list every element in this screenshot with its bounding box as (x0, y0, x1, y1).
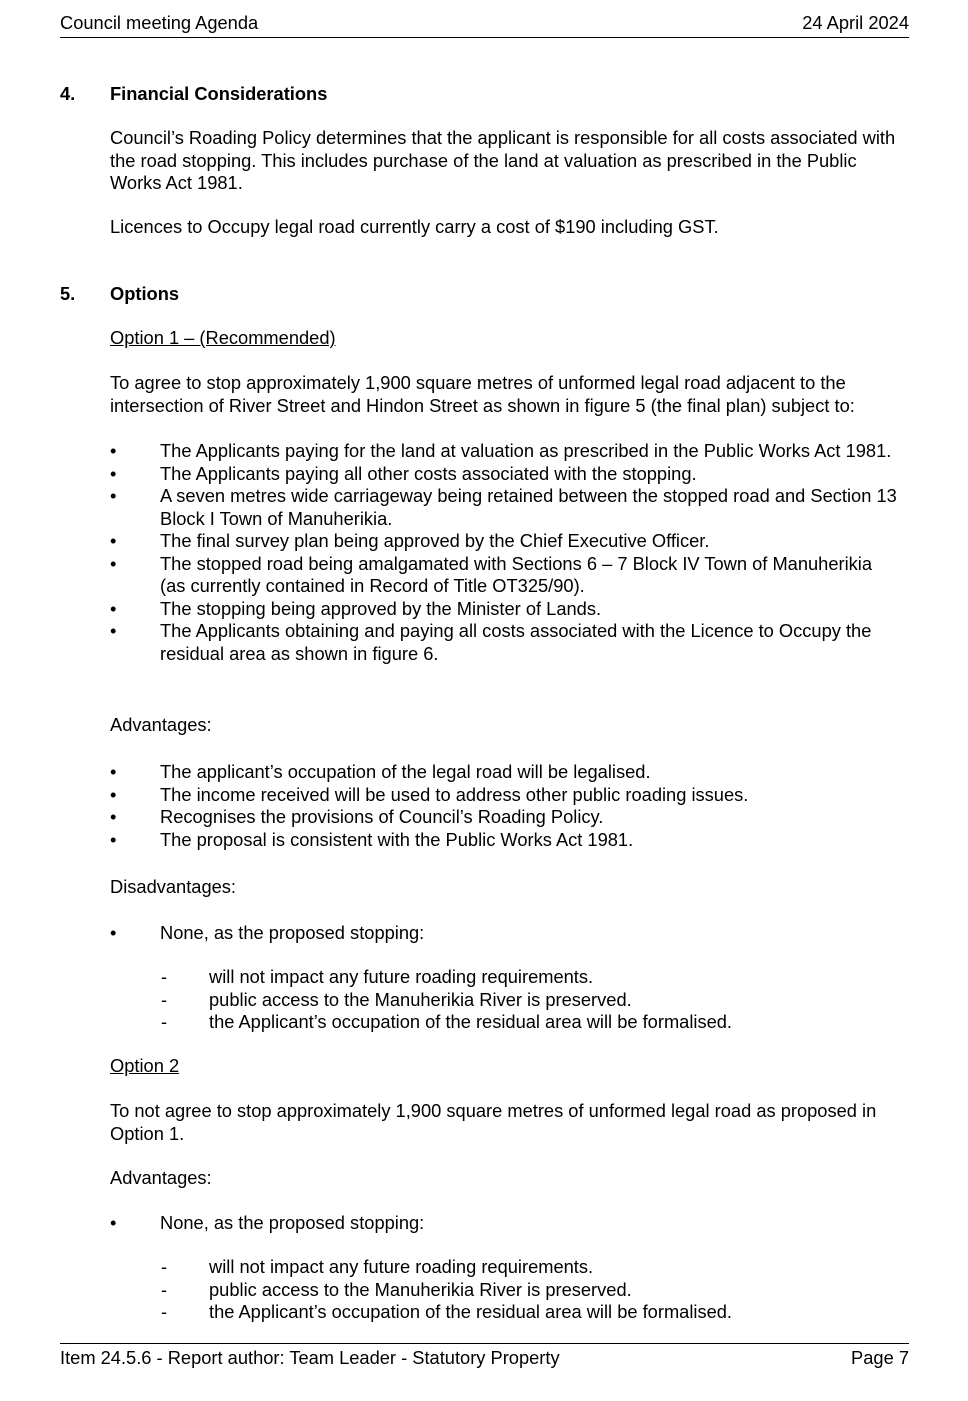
list-item: • The final survey plan being approved by the Chief Executive Officer. (110, 530, 900, 553)
list-item: • The Applicants obtaining and paying all costs associated with the Licence to Occupy the residual area as shown in figure 6. (110, 620, 900, 665)
option-1-disadvantages-list (110, 922, 900, 945)
footer-item: Item 24.5.6 - Report author: Team Leader - Statutory Property (60, 1347, 560, 1368)
option-1-disadvantage-details (160, 966, 900, 1034)
option-1-conditions-list (110, 440, 900, 665)
list-item: - will not impact any future roading requirements. (160, 966, 900, 989)
section-4-paragraph-2: Licences to Occupy legal road currently carry a cost of $190 including GST. (110, 216, 719, 237)
option-2-title (110, 1055, 910, 1078)
option-1-title (110, 327, 910, 350)
list-item: • The stopping being approved by the Minister of Lands. (110, 598, 900, 621)
list-item: • Recognises the provisions of Council’s Roading Policy. (110, 806, 900, 829)
list-item: • A seven metres wide carriageway being retained between the stopped road and Section 13 Block I Town of Manuherikia. (110, 485, 900, 530)
option-2-intro: To not agree to stop approximately 1,900 square metres of unformed legal road as proposed in Option 1. (110, 1100, 877, 1144)
header-title: Council meeting Agenda (60, 12, 259, 33)
list-item: • None, as the proposed stopping: (110, 1212, 900, 1235)
option-1-title-text: Option 1 – (Recommended) (110, 327, 336, 348)
list-item: • The proposal is consistent with the Public Works Act 1981. (110, 829, 900, 852)
section-4-number: 4. (60, 83, 76, 104)
footer-page-number: Page 7 (851, 1347, 909, 1368)
section-4-heading: Financial Considerations (110, 83, 328, 104)
option-2-advantage-details (160, 1256, 900, 1324)
option-2-advantages-label: Advantages: (110, 1167, 212, 1188)
option-1-advantages-label: Advantages: (110, 714, 212, 735)
section-5-heading: Options (110, 283, 180, 304)
list-item: • None, as the proposed stopping: (110, 922, 900, 945)
list-item: - the Applicant’s occupation of the residual area will be formalised. (160, 1011, 900, 1034)
option-2-title-text: Option 2 (110, 1055, 180, 1076)
list-item: • The Applicants paying all other costs associated with the stopping. (110, 463, 900, 486)
option-1-advantages-list (110, 761, 900, 851)
option-1-disadvantages-label: Disadvantages: (110, 876, 237, 897)
list-item: • The income received will be used to address other public roading issues. (110, 784, 900, 807)
option-2-advantages-list (110, 1212, 900, 1235)
list-item: - public access to the Manuherikia River is preserved. (160, 989, 900, 1012)
list-item: - will not impact any future roading requirements. (160, 1256, 900, 1279)
list-item: • The Applicants paying for the land at valuation as prescribed in the Public Works Act 1981. (110, 440, 900, 463)
list-item: - public access to the Manuherikia River is preserved. (160, 1279, 900, 1302)
section-4-paragraph-1: Council’s Roading Policy determines that the applicant is responsible for all costs associated with the road stopping. This includes purchase of the land at valuation as prescribed in the Public Works Act 1981. (110, 127, 896, 193)
page-header (60, 12, 909, 38)
header-date: 24 April 2024 (802, 12, 909, 33)
section-5-number: 5. (60, 283, 76, 304)
list-item: • The stopped road being amalgamated with Sections 6 – 7 Block IV Town of Manuherikia (as currently contained in Record of Title OT325/90). (110, 553, 900, 598)
list-item: • The applicant’s occupation of the legal road will be legalised. (110, 761, 900, 784)
page-footer (60, 1343, 909, 1368)
option-1-intro: To agree to stop approximately 1,900 square metres of unformed legal road adjacent to the intersection of River Street and Hindon Street as shown in figure 5 (the final plan) subject to: (110, 372, 855, 416)
list-item: - the Applicant’s occupation of the residual area will be formalised. (160, 1301, 900, 1324)
